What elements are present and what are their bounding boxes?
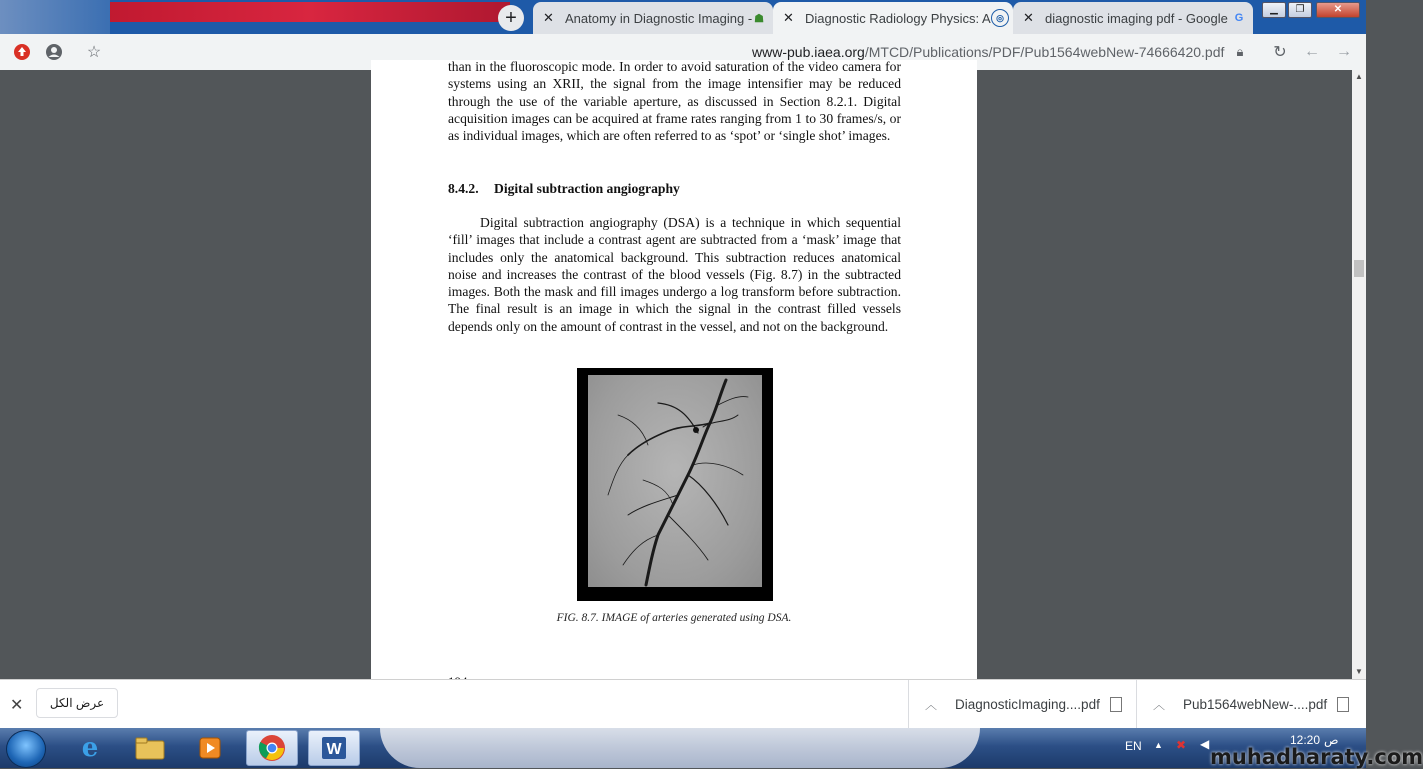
pdf-page [371, 60, 977, 700]
section-number: 8.4.2. [448, 181, 479, 196]
chevron-up-icon[interactable]: ︿ [925, 698, 938, 712]
scroll-up-arrow-icon[interactable]: ▲ [1355, 72, 1363, 81]
pdf-viewer[interactable] [0, 59, 1352, 679]
browser-tab-strip [0, 0, 1366, 34]
media-player-icon[interactable] [184, 730, 236, 766]
lock-icon[interactable]: 🔒︎ [1236, 44, 1244, 59]
windows-taskbar [0, 728, 1423, 769]
file-explorer-icon[interactable] [124, 730, 176, 766]
tab-title: Anatomy in Diagnostic Imaging - [565, 10, 753, 26]
restore-window-button[interactable]: ❐ [1288, 2, 1312, 18]
profile-avatar-icon[interactable] [44, 42, 64, 62]
clock-time[interactable]: 12:20 [1290, 733, 1321, 747]
minimize-window-button[interactable]: ▁ [1262, 2, 1286, 18]
site-watermark: muhadharaty.com [1210, 745, 1423, 769]
reload-icon[interactable]: ↻ [1273, 44, 1287, 61]
iaea-icon: ◎ [991, 9, 1009, 27]
close-tab-icon[interactable]: ✕ [543, 10, 554, 25]
window-frame-decoration [0, 0, 110, 34]
download-filename: Pub1564webNew-....pdf [1183, 697, 1328, 712]
book-icon: ☗ [754, 12, 764, 25]
forward-arrow-icon[interactable]: → [1336, 43, 1352, 60]
back-arrow-icon[interactable]: ← [1304, 43, 1320, 60]
paragraph-dsa: Digital subtraction angiography (DSA) is a technique in which sequential ‘fill’ images that include a contrast agent are subtracted from a ‘mask’ image that includes only the anatomical background. This subtraction reduces anatomical noise and increases the contrast of the blood vessels (Fig. 8.7) in the subtracted images. Both the mask and fill images undergo a log transform before subtraction. The final result is an image in which the signal in the contrast filled vessels depends only on the amount of contrast in the vessel, and not on the background. [448, 215, 901, 334]
svg-text:W: W [326, 741, 342, 758]
close-tab-icon[interactable]: ✕ [1023, 10, 1034, 25]
word-taskbar-icon[interactable] [308, 730, 360, 766]
download-bar [0, 679, 1366, 729]
chrome-taskbar-icon[interactable] [246, 730, 298, 766]
show-hidden-icons-chevron-icon[interactable]: ▲ [1154, 740, 1163, 750]
scroll-down-arrow-icon[interactable]: ▼ [1355, 667, 1363, 676]
tab-diagnostic-radiology-physics[interactable] [773, 2, 1013, 34]
scrollbar-thumb[interactable] [1354, 260, 1364, 277]
internet-explorer-icon[interactable]: e [81, 733, 99, 763]
window-frame-decoration [110, 2, 510, 22]
new-tab-button[interactable]: + [498, 5, 524, 31]
wallpaper-band [380, 728, 980, 768]
volume-icon[interactable]: ◀ [1200, 737, 1210, 751]
dsa-image [588, 375, 762, 587]
pdf-scrollbar[interactable] [1352, 70, 1366, 679]
language-indicator[interactable]: EN [1125, 739, 1142, 753]
network-icon[interactable]: ✖ [1176, 738, 1187, 752]
close-download-bar-icon[interactable]: ✕ [10, 697, 24, 714]
tab-title: Diagnostic Radiology Physics: A [805, 10, 991, 26]
close-tab-icon[interactable]: ✕ [783, 10, 794, 25]
download-filename: DiagnosticImaging....pdf [955, 697, 1100, 712]
show-all-downloads-button[interactable]: عرض الكل [36, 688, 118, 718]
chevron-up-icon[interactable]: ︿ [1153, 698, 1166, 712]
file-icon [1110, 697, 1122, 712]
section-title: Digital subtraction angiography [494, 181, 680, 196]
download-item[interactable] [908, 680, 1136, 729]
close-window-button[interactable]: ✕ [1316, 2, 1360, 18]
url-host: www-pub.iaea.org [752, 44, 865, 60]
tab-title: diagnostic imaging pdf - Google [1045, 10, 1228, 26]
section-heading [448, 181, 680, 197]
artery-vessels-graphic [588, 375, 762, 587]
figure-caption: FIG. 8.7. IMAGE of arteries generated using DSA. [556, 612, 792, 624]
bookmark-star-icon[interactable]: ☆ [86, 44, 102, 61]
clock-ampm: ص [1324, 733, 1339, 747]
update-icon[interactable] [12, 42, 32, 62]
start-button[interactable] [6, 730, 46, 768]
file-icon [1337, 697, 1349, 712]
google-icon: G [1234, 12, 1244, 24]
tab-anatomy[interactable] [533, 2, 773, 34]
download-item[interactable] [1136, 680, 1366, 729]
url-path: /MTCD/Publications/PDF/Pub1564webNew-74666420.pdf [864, 44, 1225, 60]
paragraph-acquisition: than in the fluoroscopic mode. In order to avoid saturation of the video camera for systems using an XRII, the signal from the image intensifier may be reduced through the use of the variable aperture, as discussed in Section 8.2.1. Digital acquisition images can be acquired at frame rates ranging from 1 to 30 frames/s, or as individual images, which are often referred to as ‘spot’ or ‘single shot’ images. [448, 59, 901, 144]
tab-diagnostic-imaging-google[interactable] [1013, 2, 1253, 34]
dsa-artery-figure [577, 368, 773, 601]
